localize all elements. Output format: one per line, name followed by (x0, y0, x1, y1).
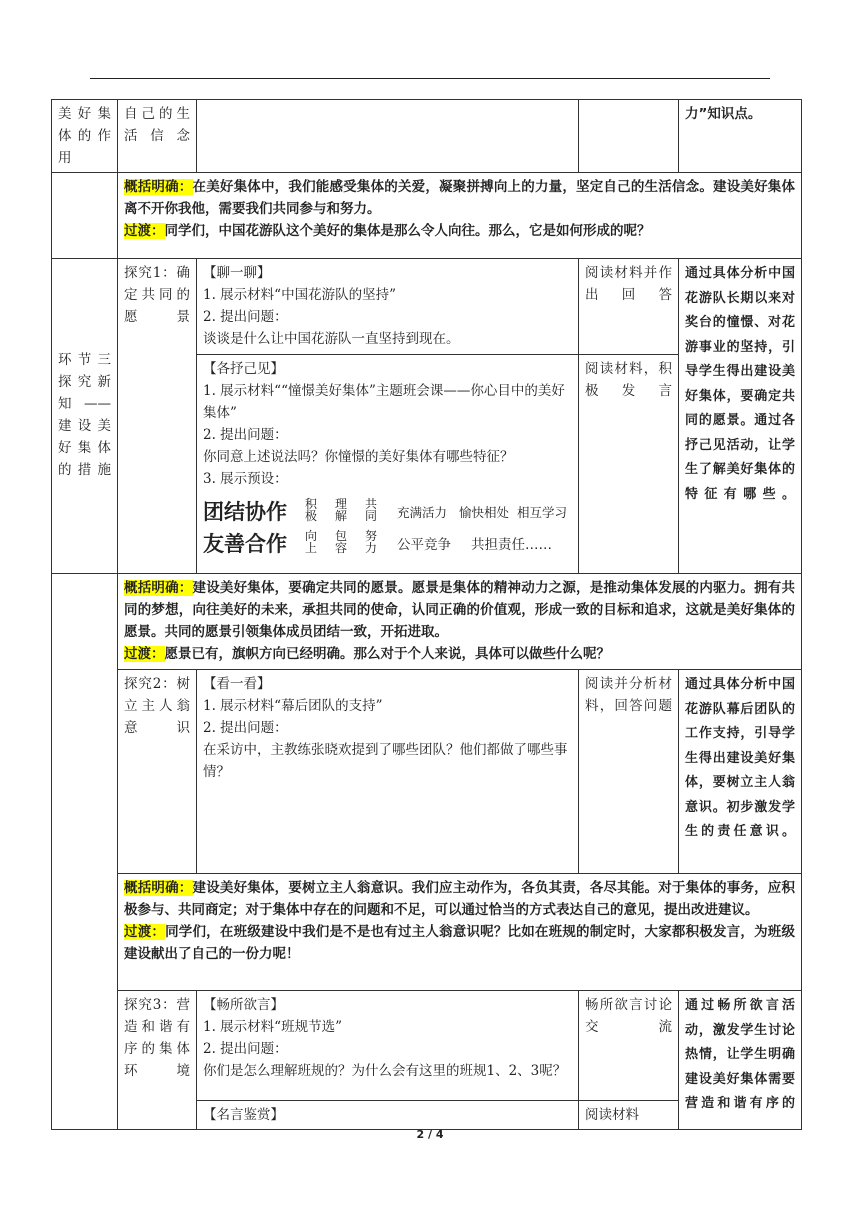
keyword-vertical: 理解 (335, 497, 348, 523)
activity-title: 【名言鉴赏】 (203, 1107, 284, 1123)
header-rule (90, 78, 770, 79)
student-activity-cell: 阅读材料并作出回答 (579, 259, 679, 355)
activity-step: 1. 展示材料“中国花游队的坚持” (203, 287, 396, 303)
teacher-activity-discuss (197, 991, 579, 1101)
explore-2-label: 探究2：树立主人翁意识 (118, 670, 197, 874)
activity-step: 2. 提出问题： (203, 309, 288, 325)
activity-question: 在采访中，主教练张晓欢提到了哪些团队？他们都做了哪些事情？ (203, 742, 568, 780)
design-purpose-cell: 通过具体分析中国花游队长期以来对奖台的憧憬、对花游事业的坚持，引导学生得出建设美好集体，要确定共同的愿景。通过各抒己见活动，让学生了解美好集体的特征有哪些。 (679, 259, 802, 574)
keyword-vertical: 包容 (335, 529, 348, 555)
activity-step: 1. 展示材料““憧憬美好集体”主题班会课——你心目中的美好集体” (203, 383, 565, 421)
keyword: 共担责任…… (471, 537, 552, 553)
keyword: 友善合作 (203, 532, 287, 556)
summary-label: 概括明确： (124, 880, 193, 896)
keyword-vertical: 积极 (305, 497, 318, 523)
design-purpose-cell: 力”知识点。 (679, 100, 802, 173)
student-activity-cell (579, 100, 679, 173)
sub-activity-cell: 自己的生活信念 (118, 100, 197, 173)
summary-block (118, 874, 802, 991)
summary-label: 概括明确： (124, 179, 193, 195)
activity-step: 3. 展示预设： (203, 471, 288, 487)
summary-text: 建设美好集体，要树立主人翁意识。我们应主动作为，各负其责，各尽其能。对于集体的事务，应积极参与、共同商定；对于集体中存在的问题和不足，可以通过恰当的方式表达自己的意见，提出改进建议。 (124, 880, 796, 918)
activity-title: 【看一看】 (203, 676, 271, 692)
activity-step: 2. 提出问题： (203, 1041, 288, 1057)
explore-1-label: 探究1：确定共同的愿景 (118, 259, 197, 574)
stage-cell-empty (52, 874, 118, 991)
student-activity-cell: 畅所欲言讨论交流 (579, 991, 679, 1101)
transition-text: 愿景已有，旗帜方向已经明确。那么对于个人来说，具体可以做些什么呢？ (164, 646, 610, 662)
stage-cell-section-three: 环节三探究新知——建设美好集体的措施 (52, 259, 118, 574)
keyword: 团结协作 (203, 500, 287, 524)
summary-block (118, 173, 802, 259)
summary-text: 建设美好集体，要确定共同的愿景。愿景是集体的精神动力之源，是推动集体发展的内驱力。拥有共同的梦想，向往美好的未来，承担共同的使命，认同正确的价值观，形成一致的目标和追求，这就是美好集体的愿景。共同的愿景引领集体成员团结一致，开拓进取。 (124, 580, 796, 640)
keyword: 公平竞争 (397, 537, 451, 553)
keyword: 愉快相处 (459, 505, 510, 520)
keyword-vertical: 向上 (305, 529, 318, 555)
teacher-activity-look (197, 670, 579, 874)
summary-text: 在美好集体中，我们能感受集体的关爱，凝聚拼搏向上的力量，坚定自己的生活信念。建设美好集体离不开你我他，需要我们共同参与和努力。 (124, 179, 796, 217)
stage-cell-empty (52, 670, 118, 874)
transition-text: 同学们，在班级建设中我们是不是也有过主人翁意识呢？比如在班规的制定时，大家都积极发言，为班级建设献出了自己的一份力呢！ (124, 924, 795, 962)
student-activity-cell: 阅读材料，积极发言 (579, 355, 679, 574)
summary-block (118, 574, 802, 670)
explore-3-label: 探究3：营造和谐有序的集体环境 (118, 991, 197, 1130)
transition-label: 过渡： (124, 646, 165, 662)
activity-question: 你同意上述说法吗？你憧憬的美好集体有哪些特征？ (203, 449, 514, 465)
activity-title: 【聊一聊】 (203, 265, 271, 281)
keyword: 充满活力 (397, 505, 448, 520)
keyword-vertical: 共同 (365, 497, 378, 523)
teacher-activity-cell (197, 100, 579, 173)
teacher-activity-chat (197, 259, 579, 355)
design-purpose-cell: 通过具体分析中国花游队幕后团队的工作支持，引导学生得出建设美好集体，要树立主人翁意识。初步激发学生的责任意识。 (679, 670, 802, 874)
activity-step: 2. 提出问题： (203, 427, 288, 443)
transition-label: 过渡： (124, 924, 166, 940)
activity-step: 2. 提出问题： (203, 720, 288, 736)
stage-cell-empty (52, 574, 118, 670)
keyword: 相互学习 (517, 505, 568, 520)
teacher-activity-opinions (197, 355, 579, 574)
teacher-activity-quotes (197, 1101, 579, 1130)
stage-cell-empty (52, 173, 118, 259)
preset-keywords-graphic (203, 492, 572, 570)
student-activity-cell: 阅读材料 (579, 1101, 679, 1130)
transition-label: 过渡： (124, 223, 165, 239)
activity-title: 【各抒己见】 (203, 361, 284, 377)
stage-cell-purpose: 美好集体的作用 (52, 100, 118, 173)
student-activity-cell: 阅读并分析材料，回答问题 (579, 670, 679, 874)
lesson-plan-table (51, 99, 802, 1130)
summary-label: 概括明确： (124, 580, 193, 596)
activity-title: 【畅所欲言】 (203, 997, 284, 1013)
page-number: 2 / 4 (416, 1128, 444, 1141)
activity-question: 你们是怎么理解班规的？为什么会有这里的班规1、2、3呢？ (203, 1063, 567, 1079)
keyword-vertical: 努力 (365, 529, 378, 555)
activity-step: 1. 展示材料“幕后团队的支持” (203, 698, 383, 714)
stage-cell-empty (52, 991, 118, 1130)
activity-step: 1. 展示材料“班规节选” (203, 1019, 342, 1035)
design-purpose-cell: 通过畅所欲言活动，激发学生讨论热情，让学生明确建设美好集体需要营造和谐有序的 (679, 991, 802, 1130)
activity-question: 谈谈是什么让中国花游队一直坚持到现在。 (203, 331, 460, 347)
transition-text: 同学们，中国花游队这个美好的集体是那么令人向往。那么，它是如何形成的呢？ (164, 223, 651, 239)
